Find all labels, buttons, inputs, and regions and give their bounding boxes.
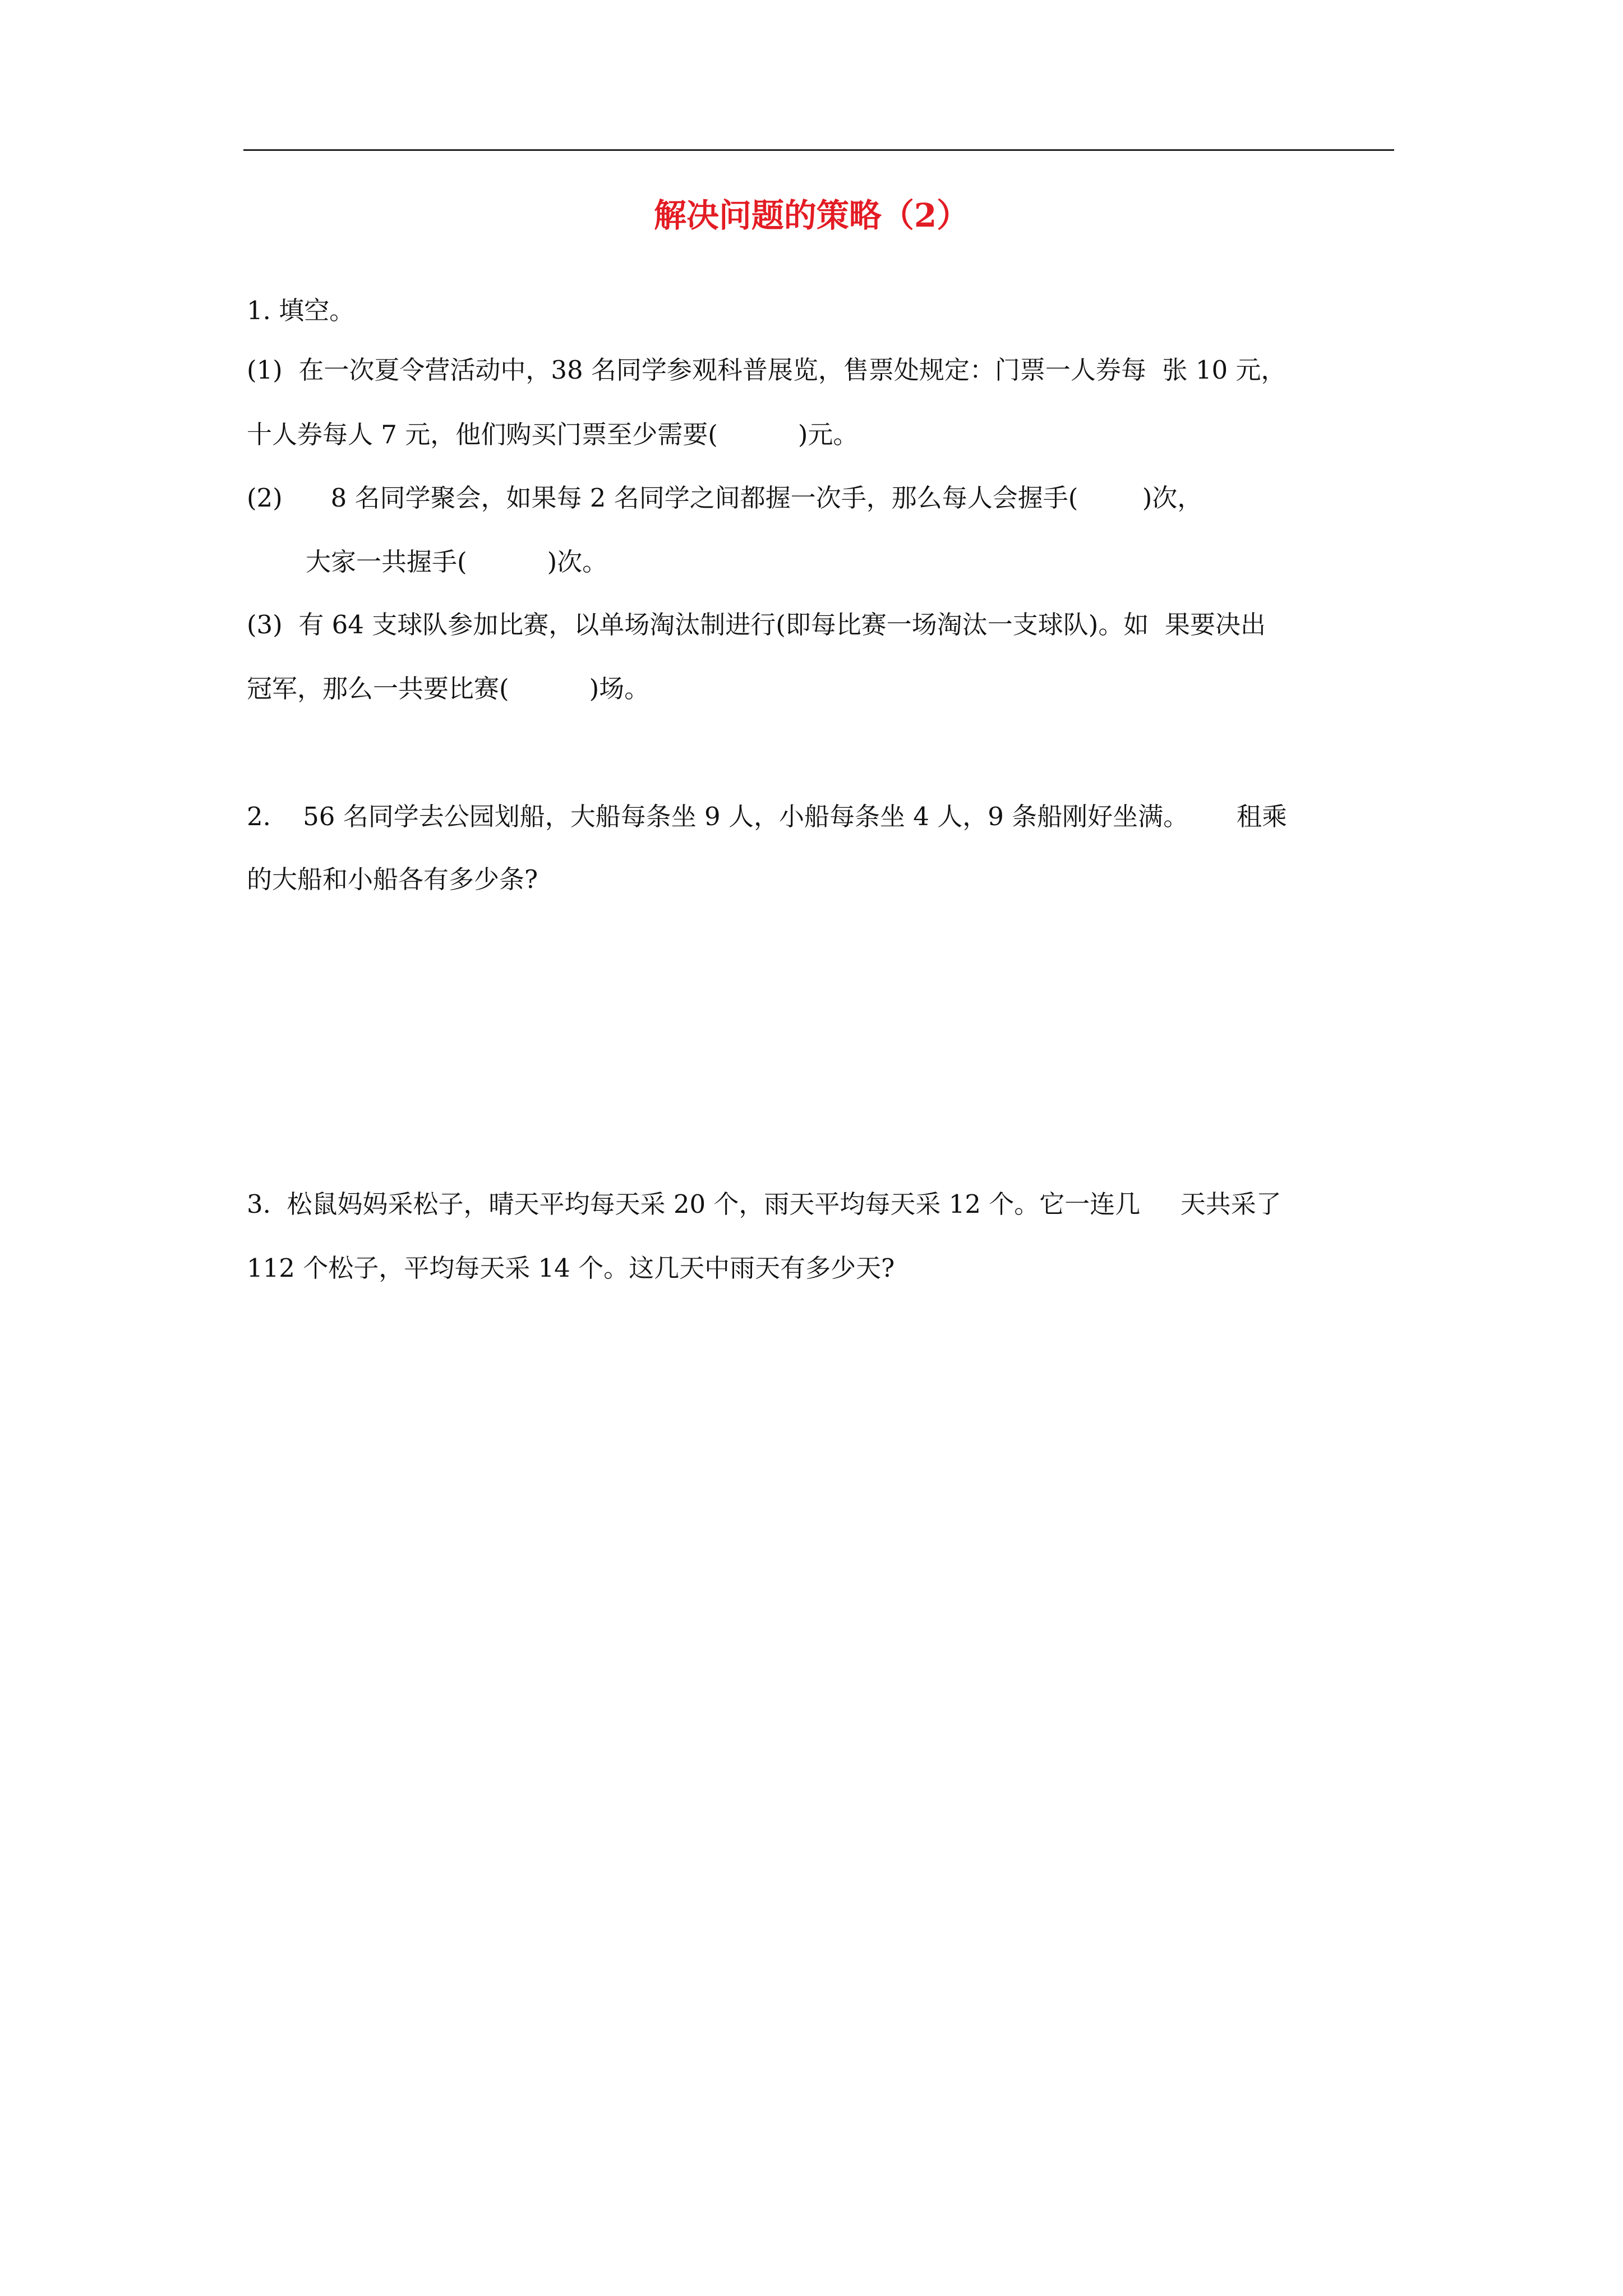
document-title: 解决问题的策略（2） bbox=[653, 196, 970, 234]
q1-part3-line1: (3) 有 64 支球队参加比赛，以单场淘汰制进行(即每比赛一场淘汰一支球队)。如 果要决出 bbox=[247, 610, 1266, 639]
q2-line1: 2. 56 名同学去公园划船，大船每条坐 9 人，小船每条坐 4 人，9 条船刚好坐满。 租乘 bbox=[247, 802, 1287, 831]
header-rule bbox=[243, 149, 1394, 151]
q1-part3-line2: 冠军，那么一共要比赛( )场。 bbox=[247, 674, 650, 703]
q1-heading: 1. 填空。 bbox=[247, 296, 355, 325]
q3-line1: 3. 松鼠妈妈采松子，晴天平均每天采 20 个，雨天平均每天采 12 个。它一连几 天共采了 bbox=[247, 1189, 1281, 1219]
q1-part2-line1: (2) 8 名同学聚会，如果每 2 名同学之间都握一次手，那么每人会握手( )次， bbox=[247, 483, 1203, 513]
q1-part1-line1: (1) 在一次夏令营活动中，38 名同学参观科普展览，售票处规定：门票一人券每 张 10 元， bbox=[247, 355, 1287, 385]
q2-line2: 的大船和小船各有多少条? bbox=[247, 864, 538, 894]
q1-part2-line2: 大家一共握手( )次。 bbox=[306, 547, 608, 577]
q1-part1-line2: 十人券每人 7 元，他们购买门票至少需要( )元。 bbox=[247, 420, 859, 449]
q3-line2: 112 个松子，平均每天采 14 个。这几天中雨天有多少天? bbox=[247, 1253, 895, 1283]
